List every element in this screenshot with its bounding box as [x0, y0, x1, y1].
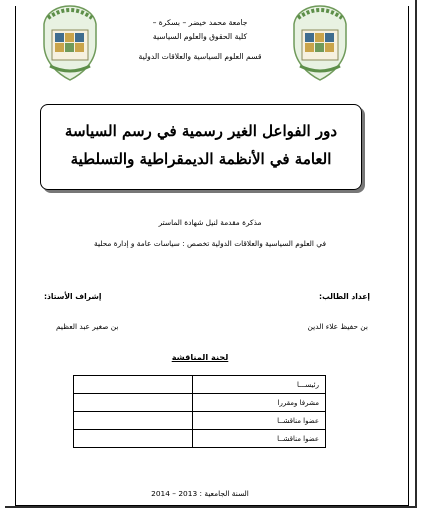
- university-logo-right: [288, 4, 352, 84]
- committee-row: [74, 412, 326, 430]
- academic-year: السنة الجامعية : 2013 – 2014: [151, 489, 249, 498]
- committee-table: [73, 375, 326, 448]
- committee-role: رئيســـا: [193, 376, 326, 394]
- committee-role: عضوا مناقشــا: [193, 412, 326, 430]
- faculty-name: كلية الحقوق والعلوم السياسية: [152, 32, 248, 41]
- thesis-title-box: [40, 104, 362, 190]
- committee-member-cell: [74, 412, 193, 430]
- student-name: بن حفيظ علاء الدين: [307, 322, 368, 331]
- committee-row: [74, 376, 326, 394]
- committee-title: لجنة المناقشة: [171, 352, 229, 362]
- committee-role: عضوا مناقشــا: [193, 430, 326, 448]
- institution-header: [120, 16, 280, 64]
- university-name: جامعة محمد خيضر – بسكرة –: [152, 18, 248, 27]
- university-logo-left: [38, 4, 102, 84]
- student-label: إعداد الطالب:: [319, 292, 370, 301]
- thesis-title-line-2: العامة في الأنظمة الديمقراطية والتسلطية: [70, 150, 332, 168]
- committee-member-cell: [74, 430, 193, 448]
- committee-row: [74, 394, 326, 412]
- thesis-title-line-1: دور الفواعل الغير رسمية في رسم السياسة: [64, 122, 338, 140]
- department-name: قسم العلوم السياسية والعلاقات الدولية: [138, 52, 262, 61]
- memo-specialization: في العلوم السياسية والعلاقات الدولية تخصص : سياسات عامة و إدارة محلية: [93, 239, 327, 248]
- committee-role: مشرفا ومقررا: [193, 394, 326, 412]
- memo-purpose: مذكرة مقدمة لنيل شهادة الماستر: [158, 218, 262, 227]
- committee-row: [74, 430, 326, 448]
- committee-member-cell: [74, 376, 193, 394]
- committee-member-cell: [74, 394, 193, 412]
- supervisor-name: بن صغير عبد العظيم: [56, 322, 119, 331]
- supervisor-label: إشراف الأستاذ:: [44, 292, 102, 301]
- page-frame-bottom: [15, 505, 409, 506]
